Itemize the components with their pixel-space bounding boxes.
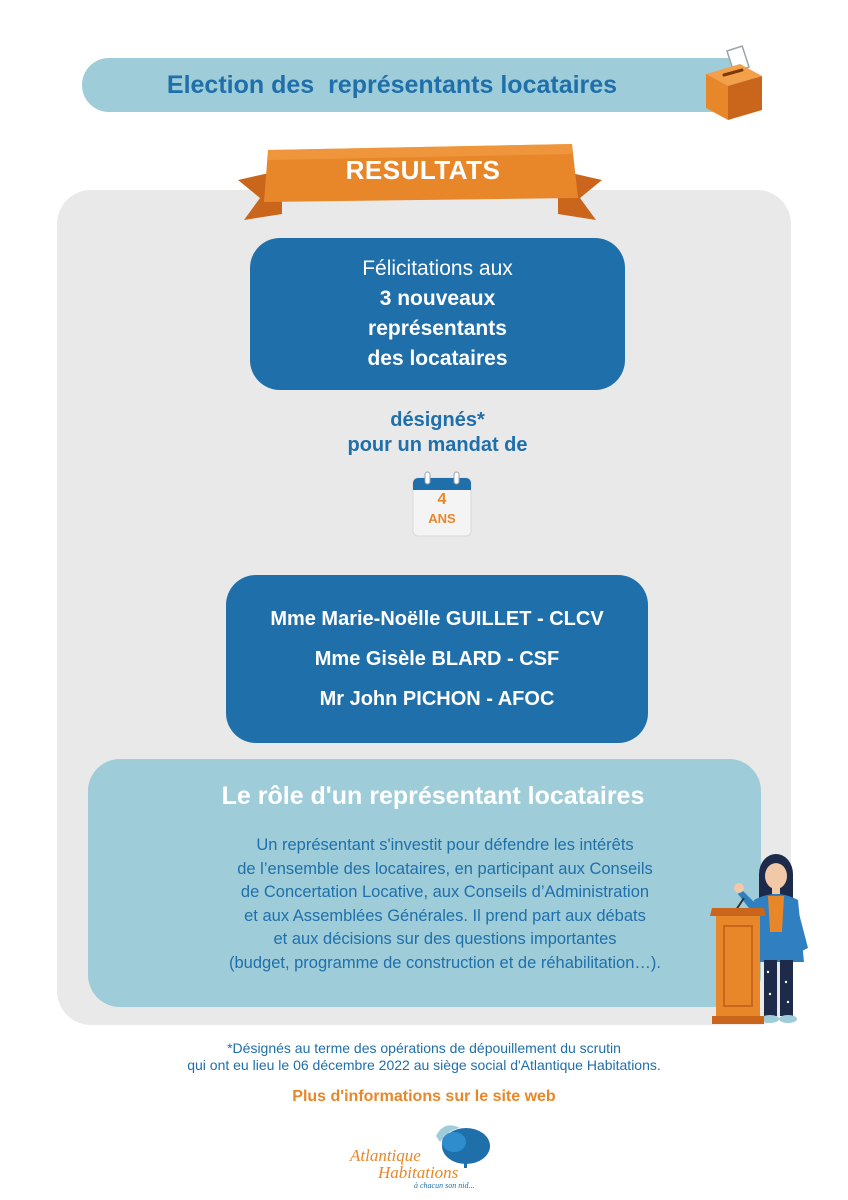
representative-name: Mr John PICHON - AFOC (319, 688, 555, 710)
page-title: Election des représentants locataires (166, 70, 618, 99)
congrats-line: Félicitations aux (362, 257, 513, 280)
mandate-line: désignés* (390, 409, 485, 431)
role-title: Le rôle d'un représentant locataires (221, 782, 645, 810)
mandate-text (250, 408, 625, 458)
footnote-line: *Désignés au terme des opérations de dépouillement du scrutin (227, 1040, 621, 1056)
mandate-years-unit: ANS (428, 511, 456, 526)
results-label: RESULTATS (345, 154, 501, 185)
representative-name: Mme Gisèle BLARD - CSF (314, 648, 560, 670)
role-line: de l’ensemble des locataires, en participant aux Conseils (237, 859, 653, 878)
logo-tagline: à chacun son nid... (414, 1181, 475, 1190)
role-line: et aux Assemblées Générales. Il prend part aux débats (244, 906, 646, 925)
mandate-line: pour un mandat de (347, 434, 528, 456)
ballot-box-icon (700, 44, 766, 122)
more-info-link[interactable]: Plus d'informations sur le site web (292, 1088, 556, 1105)
footnote (40, 1040, 808, 1074)
role-line: et aux décisions sur des questions importantes (273, 930, 617, 948)
role-description (110, 834, 780, 975)
congrats-line: 3 nouveaux (379, 287, 496, 310)
congrats-box (250, 238, 625, 390)
footnote-line: qui ont eu lieu le 06 décembre 2022 au siège social d'Atlantique Habitations. (187, 1057, 661, 1073)
role-line: (budget, programme de construction et de réhabilitation…). (229, 953, 661, 972)
representatives-box (226, 575, 648, 743)
congrats-line: des locataires (367, 347, 508, 370)
speaker-at-podium-illustration (706, 852, 816, 1027)
logo-text: Atlantique (350, 1146, 421, 1165)
role-line: Un représentant s'investit pour défendre les intérêts (256, 836, 634, 854)
congrats-line: représentants (368, 317, 507, 340)
mandate-years-number: 4 (437, 491, 447, 508)
representative-name: Mme Marie-Noëlle GUILLET - CLCV (270, 608, 604, 630)
role-line: de Concertation Locative, aux Conseils d’Administration (240, 883, 650, 901)
logo-text: Habitations (378, 1163, 459, 1182)
